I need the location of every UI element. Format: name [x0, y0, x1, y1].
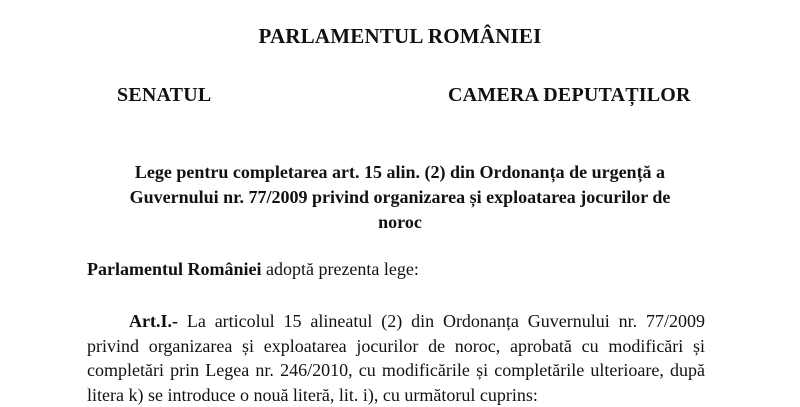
law-title-line: noroc	[90, 210, 710, 235]
law-title-line: Guvernului nr. 77/2009 privind organizarea și exploatarea jocurilor de	[90, 185, 710, 210]
preamble-subject: Parlamentul României	[87, 259, 261, 279]
preamble	[87, 259, 419, 280]
article-line: litera k) se introduce o nouă literă, lit. i), cu următorul cuprins:	[87, 383, 705, 407]
article-line: completări prin Legea nr. 246/2010, cu modificările și completările ulterioare, după	[87, 358, 705, 383]
article-line-text: La articolul 15 alineatul (2) din Ordonanța Guvernului nr. 77/2009	[178, 311, 705, 331]
article-line: privind organizarea și exploatarea jocurilor de noroc, aprobată cu modificări și	[87, 334, 705, 359]
chamber-of-deputies-heading: CAMERA DEPUTAȚILOR	[448, 84, 691, 107]
law-title	[90, 160, 710, 235]
article-one	[87, 309, 705, 407]
senate-heading: SENATUL	[117, 84, 211, 107]
article-label: Art.I.-	[129, 311, 178, 331]
article-line	[87, 309, 705, 334]
law-title-line: Lege pentru completarea art. 15 alin. (2) din Ordonanța de urgență a	[90, 160, 710, 185]
institution-heading: PARLAMENTUL ROMÂNIEI	[0, 24, 800, 49]
preamble-text: adoptă prezenta lege:	[261, 259, 418, 279]
